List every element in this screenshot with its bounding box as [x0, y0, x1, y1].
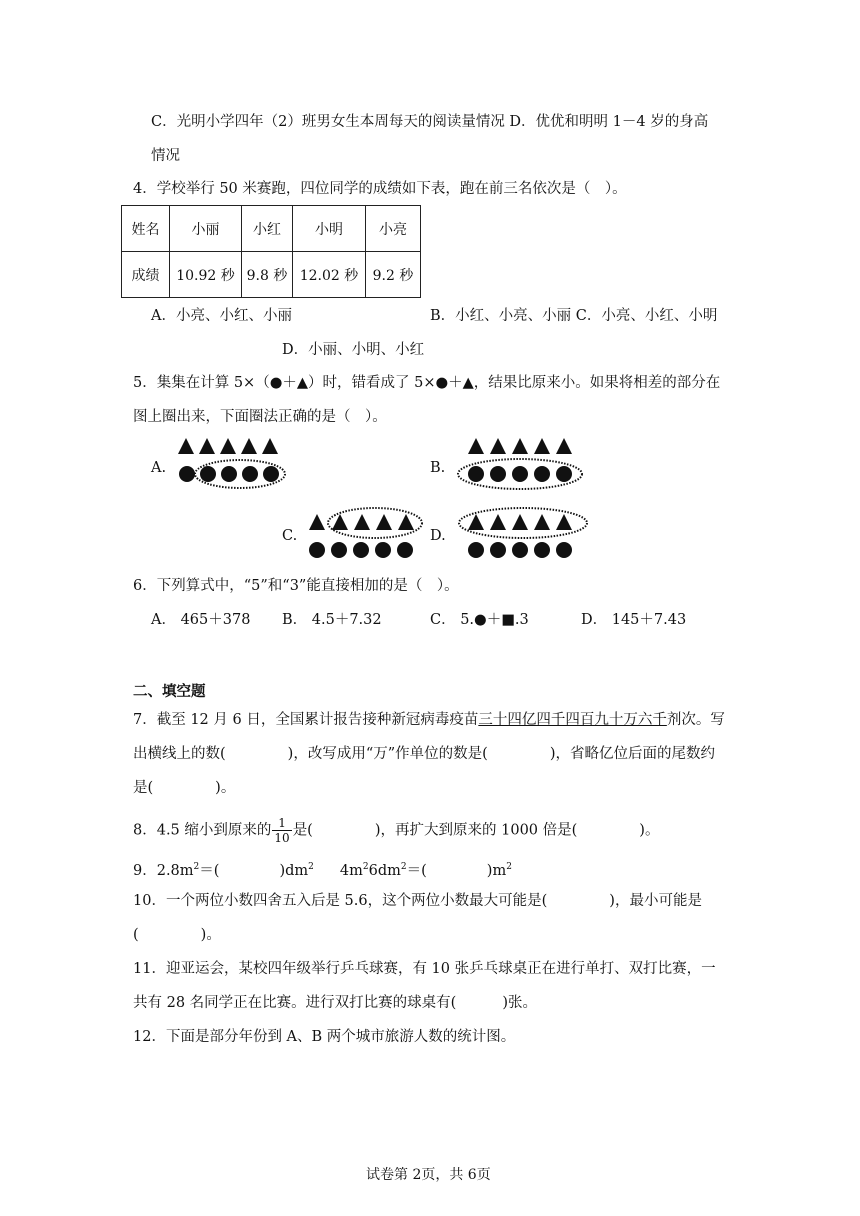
section-title-fill-in: 二、填空题 [133, 684, 206, 700]
q5-stem-line1: 5．集集在计算 5×（●＋▲）时，错看成了 5×●＋▲，结果比原来小。如果将相差的部分在 [133, 375, 721, 391]
table-cell: 小亮 [366, 206, 421, 252]
q11-line2 [133, 993, 537, 1013]
fraction-one-tenth [272, 816, 291, 845]
q5-figure-b [458, 438, 593, 496]
q11-text: )张。 [502, 995, 537, 1011]
q7-text: 剂次。写 [666, 712, 725, 728]
q7-text: )。 [215, 780, 236, 796]
q5-option-a-label: A. [151, 460, 167, 476]
q7-text: )，省略亿位后面的尾数约 [549, 746, 715, 762]
q5-option-b-label: B. [430, 460, 446, 476]
q6-option-d: D． 145＋7.43 [581, 612, 687, 628]
q5-figure-c [305, 506, 430, 564]
q4-option-d: D．小丽、小明、小红 [282, 342, 425, 358]
superscript: 2 [308, 862, 314, 872]
q12-stem: 12．下面是部分年份到 A、B 两个城市旅游人数的统计图。 [133, 1029, 516, 1045]
q9-text: )m [486, 862, 507, 879]
q11-line1: 11．迎亚运会，某校四年级举行乒乓球赛，有 10 张乒乓球桌正在进行单打、双打比赛，一 [133, 961, 716, 977]
q4-option-b-c: B．小红、小亮、小丽 C．小亮、小红、小明 [430, 308, 718, 324]
table-cell: 10.92 秒 [170, 252, 242, 298]
q4-stem: 4．学校举行 50 米赛跑，四位同学的成绩如下表，跑在前三名依次是（ ）。 [133, 181, 627, 197]
q7-underlined-number: 三十四亿四千四百九十万六千 [478, 712, 667, 728]
q6-stem: 6．下列算式中，“5”和“3”能直接相加的是（ ）。 [133, 578, 459, 594]
table-cell: 9.2 秒 [366, 252, 421, 298]
q6-option-a: A． 465＋378 [151, 612, 251, 628]
q10-text: )。 [200, 927, 221, 943]
q9-text: 9．2.8m [133, 862, 194, 879]
fraction-numerator: 1 [272, 816, 291, 831]
q8-text: )，再扩大到原来的 1000 倍是( [374, 822, 578, 839]
q4-option-a: A．小亮、小红、小丽 [151, 308, 292, 324]
q3-option-d-line2: 情况 [151, 148, 180, 164]
q9-text: 6dm [368, 862, 401, 879]
q7-text: 是( [133, 780, 154, 796]
superscript: 2 [400, 862, 407, 872]
q10-text: )，最小可能是 [609, 893, 702, 909]
q5-option-d-label: D. [430, 528, 446, 544]
q8-text: 8．4.5 缩小到原来的 [133, 822, 272, 839]
q7-text: 出横线上的数( [133, 746, 226, 762]
q3-option-c-d-line1: C．光明小学四年（2）班男女生本周每天的阅读量情况 D．优优和明明 1－4 岁的身高 [151, 114, 709, 130]
q11-text: 共有 28 名同学正在比赛。进行双打比赛的球桌有( [133, 995, 457, 1011]
table-cell: 9.8 秒 [242, 252, 293, 298]
superscript: 2 [362, 862, 369, 872]
q5-figure-d [458, 506, 593, 564]
q9-line [133, 857, 512, 881]
table-cell: 12.02 秒 [293, 252, 366, 298]
q10-text: 10．一个两位小数四舍五入后是 5.6，这个两位小数最大可能是( [133, 893, 548, 909]
q8-text: 是( [292, 822, 313, 839]
q9-text: ＝( [199, 862, 220, 879]
q6-option-b: B． 4.5＋7.32 [282, 612, 382, 628]
q10-text: ( [133, 927, 139, 943]
q6-option-c: C． 5.●＋■.3 [430, 612, 529, 628]
table-cell: 小明 [293, 206, 366, 252]
table-cell: 小丽 [170, 206, 242, 252]
superscript: 2 [506, 862, 512, 872]
fraction-denominator: 10 [274, 831, 290, 845]
table-cell: 成绩 [122, 252, 170, 298]
q7-text: 7．截至 12 月 6 日，全国累计报告接种新冠病毒疫苗 [133, 712, 479, 728]
q5-option-c-label: C. [282, 528, 298, 544]
q10-line2 [133, 925, 221, 945]
q9-text: 4m [339, 862, 363, 879]
table-row [122, 252, 421, 298]
q7-line3 [133, 778, 235, 798]
table-cell: 小红 [242, 206, 293, 252]
q8-line [133, 816, 659, 845]
table-row [122, 206, 421, 252]
q7-line2 [133, 744, 715, 764]
q8-text: )。 [639, 822, 660, 839]
q9-text: )dm [279, 862, 309, 879]
q9-text: ＝( [406, 862, 427, 879]
q4-score-table [121, 205, 421, 298]
q10-line1 [133, 891, 702, 911]
table-cell: 姓名 [122, 206, 170, 252]
q5-stem-line2: 图上圈出来，下面圈法正确的是（ ）。 [133, 409, 387, 425]
page-footer: 试卷第 2页，共 6页 [366, 1167, 491, 1183]
q5-figure-a [175, 438, 295, 496]
superscript: 2 [193, 862, 200, 872]
q7-text: )，改写成用“万”作单位的数是( [287, 746, 488, 762]
q7-line1 [133, 710, 725, 730]
